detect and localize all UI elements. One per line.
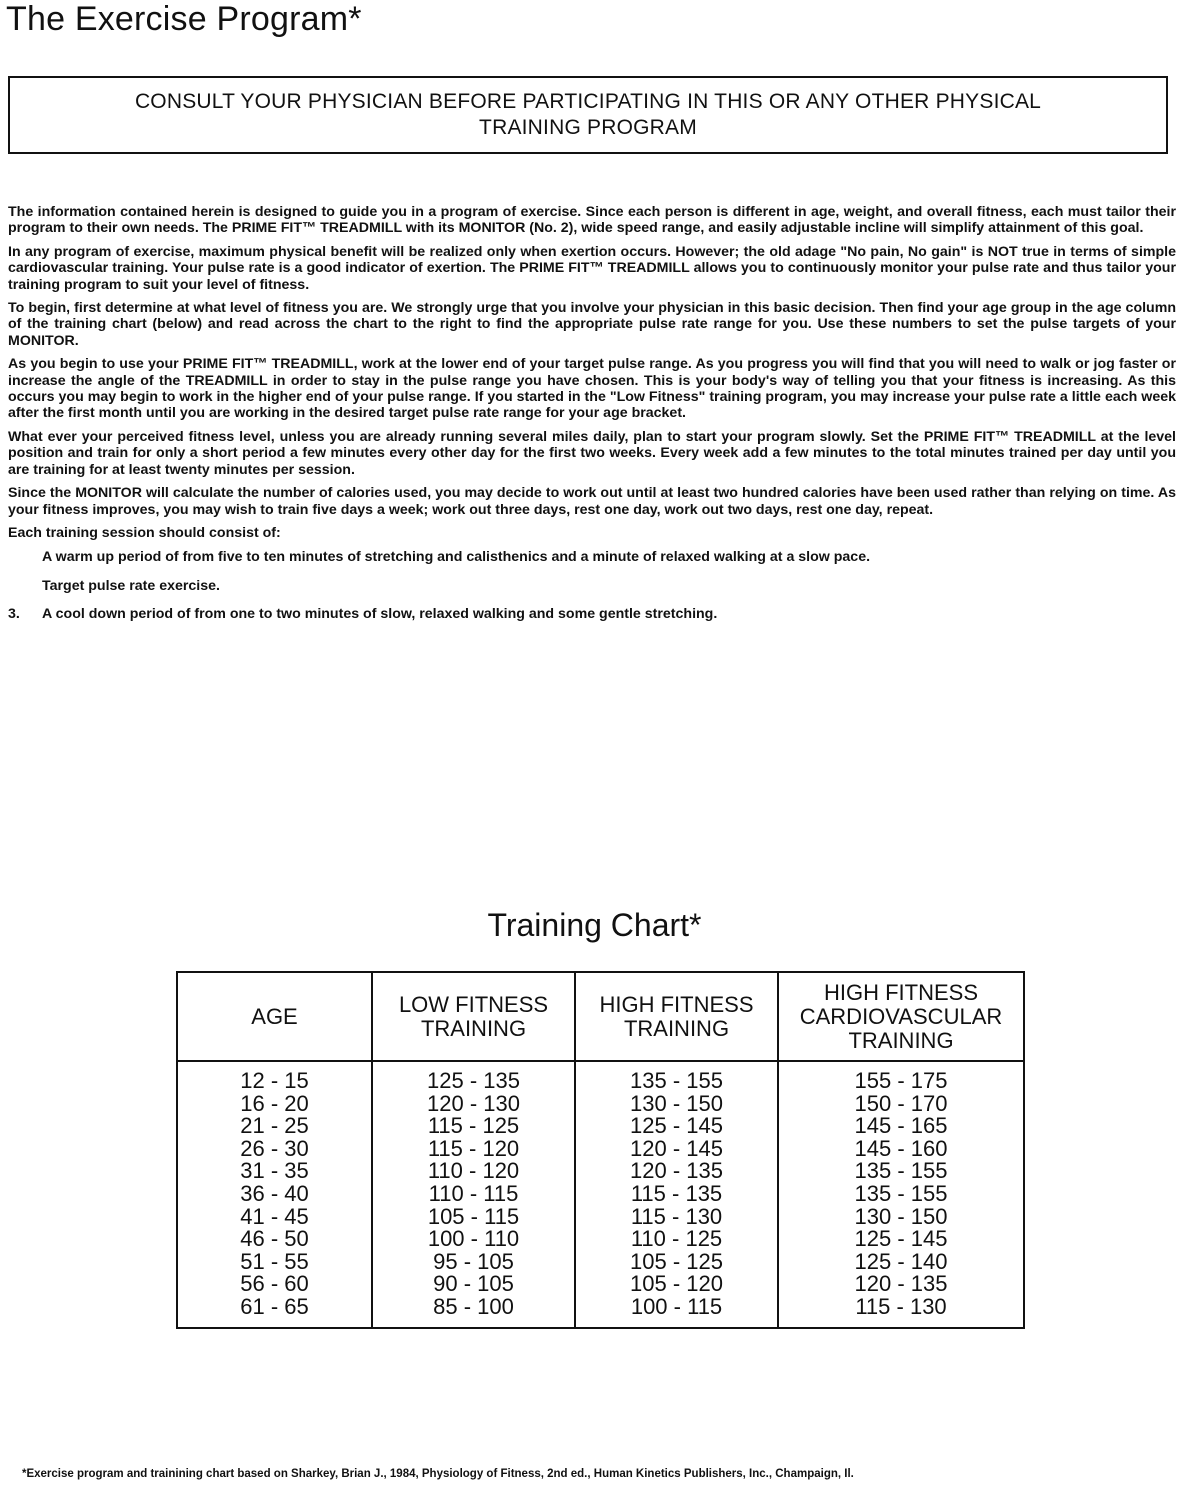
table-cell: 145 - 160 (854, 1135, 948, 1161)
table-cell: 135 - 155 (630, 1068, 723, 1093)
table-cell: 16 - 20 (240, 1090, 309, 1116)
paragraph: What ever your perceived fitness level, unless you are already running several miles daily, plan to start your program slowly. Set the PRIME FIT™ TREADMILL at the level position and train for only a short period a few minutes every other day for the first two weeks. Every week add a few minutes to the total minutes trained per day until you are training for at least twenty minutes per session. (8, 428, 1176, 478)
table-cell: 61 - 65 (240, 1293, 309, 1319)
warning-line-2: TRAINING PROGRAM (479, 116, 697, 139)
table-cell: 110 - 115 (428, 1180, 519, 1206)
table-cell: 115 - 120 (427, 1135, 520, 1161)
paragraph: In any program of exercise, maximum physical benefit will be realized only when exertion occurs. However; the old adage "No pain, No gain" is NOT true in terms of simple cardiovascular training. Your pulse rate is a good indicator of exertion. The PRIME FIT™ TREADMILL allows you to continuously monitor your pulse rate and thus tailor your training program to suit your level of fitness. (8, 243, 1176, 293)
table-cell: 120 - 145 (630, 1135, 723, 1161)
table-cell: 110 - 120 (427, 1158, 520, 1184)
step-text: A warm up period of from five to ten minutes of stretching and calisthenics and a minute of relaxed walking at a slow pace. (42, 549, 871, 566)
column-header-high-fitness-cardio (778, 972, 1024, 1061)
table-cell: 125 - 135 (427, 1068, 520, 1093)
column-high-fitness (575, 1061, 778, 1328)
session-intro: Each training session should consist of: (8, 524, 281, 541)
training-chart-table (176, 971, 1025, 1329)
table-cell: 95 - 105 (433, 1248, 514, 1274)
header-line: TRAINING (420, 1015, 527, 1041)
page-title: The Exercise Program* (6, 0, 362, 38)
table-cell: 115 - 130 (630, 1203, 723, 1229)
column-header-high-fitness (575, 972, 778, 1061)
table-cell: 56 - 60 (240, 1271, 309, 1297)
column-header-age (177, 972, 372, 1061)
table-cell: 85 - 100 (433, 1293, 514, 1319)
table-cell: 26 - 30 (240, 1135, 309, 1161)
table-cell: 135 - 155 (854, 1180, 948, 1206)
program-instructions (8, 204, 1176, 635)
table-cell: 105 - 115 (427, 1203, 520, 1229)
paragraph: Since the MONITOR will calculate the number of calories used, you may decide to work out until at least two hundred calories have been used rather than relying on time. As your fitness improves, you may wish to train five days a week; work out three days, rest one day, work out two days, rest one day, repeat. (8, 485, 1176, 518)
table-cell: 120 - 135 (630, 1158, 723, 1184)
header-line: AGE (251, 1003, 298, 1029)
column-header-low-fitness (372, 972, 575, 1061)
step-number: 3. (8, 606, 20, 623)
step-text: Target pulse rate exercise. (42, 577, 220, 594)
column-low-fitness (372, 1061, 575, 1328)
chart-title: Training Chart* (487, 907, 702, 943)
table-cell: 130 - 150 (630, 1090, 723, 1116)
step-text: A cool down period of from one to two minutes of slow, relaxed walking and some gentle stretching. (42, 606, 718, 623)
table-cell: 150 - 170 (854, 1090, 948, 1116)
table-cell: 155 - 175 (854, 1068, 948, 1093)
list-item (8, 606, 1176, 622)
header-line: CARDIOVASCULAR (799, 1003, 1003, 1029)
list-item (8, 578, 1176, 594)
list-item (8, 549, 1176, 565)
table-cell: 100 - 115 (630, 1293, 723, 1319)
warning-line-1: CONSULT YOUR PHYSICIAN BEFORE PARTICIPATING IN THIS OR ANY OTHER PHYSICAL (134, 90, 1042, 113)
table-cell: 110 - 125 (630, 1226, 723, 1252)
table-cell: 125 - 140 (854, 1248, 948, 1274)
header-line: TRAINING (848, 1027, 954, 1053)
table-cell: 125 - 145 (854, 1226, 948, 1252)
table-cell: 90 - 105 (433, 1271, 514, 1297)
column-age (177, 1061, 372, 1328)
table-cell: 12 - 15 (240, 1068, 309, 1093)
table-header-row (177, 972, 1024, 1061)
paragraph: The information contained herein is designed to guide you in a program of exercise. Since each person is different in age, weight, and overall fitness, each must tailor their program to their own needs. The PRIME FIT™ TREADMILL with its MONITOR (No. 2), wide speed range, and easily adjustable incline will simplify attainment of this goal. (8, 204, 1176, 237)
table-cell: 135 - 155 (854, 1158, 948, 1184)
table-cell: 120 - 130 (427, 1090, 520, 1116)
table-cell: 120 - 135 (854, 1271, 948, 1297)
session-steps (8, 549, 1176, 622)
header-line: HIGH FITNESS (599, 991, 754, 1017)
table-cell: 46 - 50 (240, 1226, 309, 1252)
table-cell: 115 - 130 (855, 1293, 947, 1319)
table-cell: 21 - 25 (240, 1113, 309, 1139)
header-line: LOW FITNESS (398, 991, 549, 1017)
header-line: HIGH FITNESS (823, 979, 978, 1005)
column-high-fitness-cardio (778, 1061, 1024, 1328)
table-cell: 100 - 110 (427, 1226, 520, 1252)
table-cell: 105 - 125 (630, 1248, 723, 1274)
table-cell: 36 - 40 (240, 1180, 309, 1206)
table-cell: 51 - 55 (240, 1248, 309, 1274)
table-cell: 130 - 150 (854, 1203, 948, 1229)
table-cell: 115 - 125 (427, 1113, 520, 1139)
table-cell: 145 - 165 (854, 1113, 948, 1139)
table-cell: 31 - 35 (240, 1158, 309, 1184)
paragraph: To begin, first determine at what level of fitness you are. We strongly urge that you involve your physician in this basic decision. Then find your age group in the age column of the training chart (below) and read across the chart to the right to find the appropriate pulse rate range for you. Use these numbers to set the pulse targets of your MONITOR. (8, 300, 1176, 349)
physician-warning-box (8, 76, 1168, 154)
table-body-row (177, 1061, 1024, 1328)
table-cell: 115 - 135 (630, 1180, 723, 1206)
table-cell: 105 - 120 (630, 1271, 723, 1297)
header-line: TRAINING (623, 1015, 730, 1041)
physician-warning-text (135, 89, 1041, 141)
footnote: *Exercise program and trainining chart based on Sharkey, Brian J., 1984, Physiology of Fitness, 2nd ed., Human Kinetics Publishers, Inc., Champaign, Il. (22, 1468, 854, 1480)
paragraph: As you begin to use your PRIME FIT™ TREADMILL, work at the lower end of your target pulse range. As you progress you will find that you will need to walk or jog faster or increase the angle of the TREADMILL in order to stay in the pulse range you have chosen. This is your body's way of telling you that your fitness is increasing. As this occurs you may begin to work in the higher end of your pulse range. If you started in the "Low Fitness" training program, you may increase your pulse rate a little each week after the first month until you are working in the desired target pulse rate range for your age bracket. (8, 356, 1176, 422)
table-cell: 41 - 45 (240, 1203, 309, 1229)
table-cell: 125 - 145 (630, 1113, 723, 1139)
